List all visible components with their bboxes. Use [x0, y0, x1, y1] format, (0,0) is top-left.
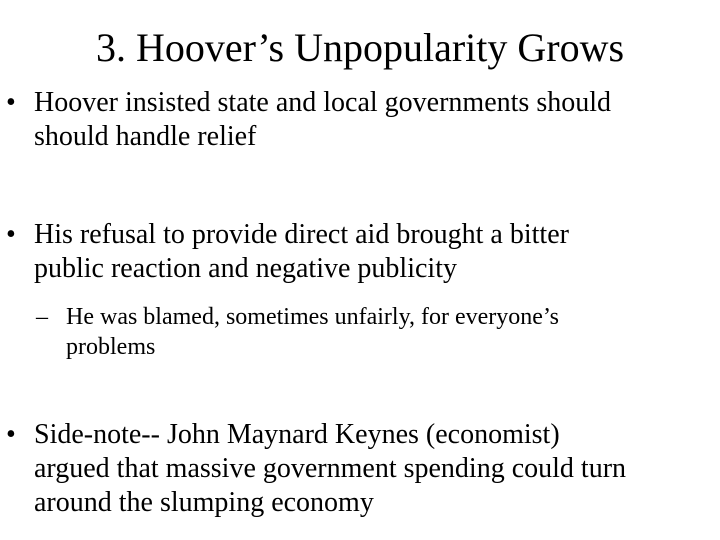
sub-bullet-text: [66, 302, 559, 362]
sub-bullet-line: He was blamed, sometimes unfairly, for everyone’s: [66, 304, 559, 330]
bullet-line: Hoover insisted state and local governments should: [34, 87, 611, 118]
bullet-marker: •: [6, 87, 16, 118]
bullet-text: [34, 218, 720, 286]
bullet-line: Side-note-- John Maynard Keynes (economist): [34, 419, 560, 450]
bullet-line: should handle relief: [34, 121, 257, 152]
bullet-line: around the slumping economy: [34, 487, 374, 518]
bullet-text: [34, 418, 720, 520]
bullet-text: [34, 86, 720, 154]
bullet-marker: •: [6, 219, 16, 250]
bullet-line: argued that massive government spending could turn: [34, 453, 627, 484]
bullet-line: public reaction and negative publicity: [34, 253, 457, 284]
slide-title: 3. Hoover’s Unpopularity Grows: [95, 25, 625, 70]
bullet-marker: •: [6, 419, 16, 450]
sub-bullet-marker: –: [36, 304, 48, 330]
sub-bullet-line: problems: [66, 334, 156, 360]
bullet-line: His refusal to provide direct aid brought a bitter: [34, 219, 569, 250]
